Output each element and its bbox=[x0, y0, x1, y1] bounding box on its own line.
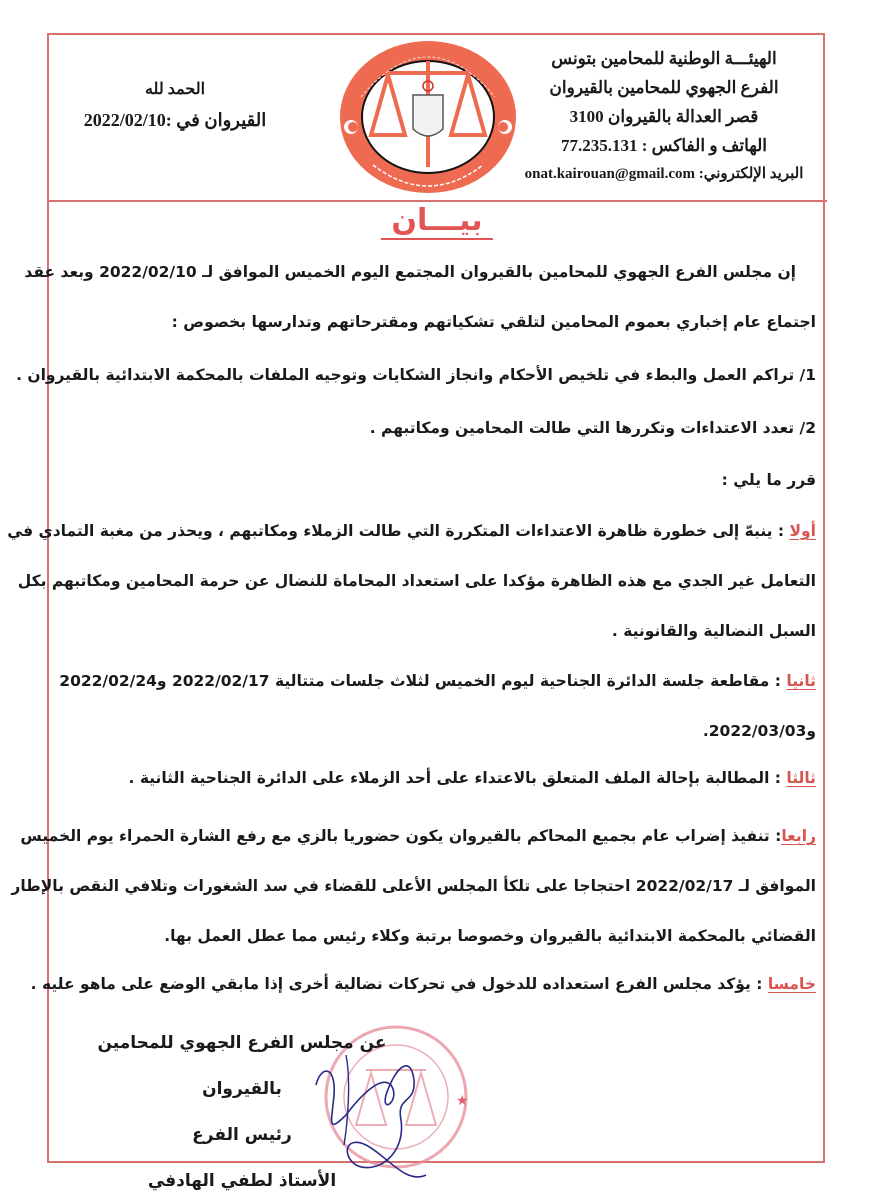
decision-label: ثالثا bbox=[786, 769, 816, 787]
issue-item: 2/ تعدد الاعتداءات وتكررها التي طالت المحامين ومكاتبهم . bbox=[369, 419, 816, 437]
svg-text:★: ★ bbox=[456, 1093, 469, 1109]
place-date: القيروان في :2022/02/10 bbox=[83, 110, 267, 130]
decision-intro: قرر ما يلي : bbox=[721, 471, 816, 489]
decision-4: رابعا: تنفيذ إضراب عام بجميع المحاكم بالقيروان يكون حضوريا بالزي مع رفع الشارة الحمراء يوم الخميس الموافق لـ 2022/02/17 احتجاجا على تلكأ المجلس الأعلى للقضاء في سد الشغورات وتلافي النقص بالإطار القضائي بالمحكمة الابتدائية بالقيروان وخصوصا برتبة وكلاء رئيس مما عطل العمل بها. bbox=[11, 827, 816, 945]
bar-association-logo bbox=[333, 37, 523, 197]
header-divider bbox=[47, 200, 827, 202]
document-title: بيـــان bbox=[0, 203, 874, 238]
intro-paragraph bbox=[24, 247, 816, 347]
signer-role: رئيس الفرع bbox=[192, 1125, 292, 1145]
decision-1: أولا : ينبهّ إلى خطورة ظاهرة الاعتداءات المتكررة التي طالت الزملاء ومكاتبهم ، ويحذر من مغبة التمادي في التعامل غير الجدي مع هذه الظاهرة مؤكدا على استعداد المحاماة للنضال عن حرمة المحامين ومكاتبهم بكل السبل النضالية والقانونية . bbox=[7, 522, 816, 640]
date-block bbox=[80, 75, 270, 135]
tunisia-coat-of-arms-icon bbox=[413, 95, 443, 136]
decision-label: أولا bbox=[789, 522, 816, 540]
decision-label: خامسا bbox=[767, 975, 816, 993]
organization-header bbox=[514, 44, 814, 189]
decision-label: رابعا bbox=[781, 827, 816, 845]
decision-label: ثانيا bbox=[786, 672, 816, 690]
intro-line: إن مجلس الفرع الجهوي للمحامين بالقيروان المجتمع اليوم الخميس الموافق لـ 2022/02/10 وبعد عقد bbox=[24, 263, 796, 281]
on-behalf-line: عن مجلس الفرع الجهوي للمحامين بالقيروان bbox=[97, 1033, 387, 1099]
issues-list bbox=[16, 350, 816, 453]
decision-2: ثانيا : مقاطعة جلسة الدائرة الجناحية ليوم الخميس لثلاث جلسات متتالية 2022/02/17 و2022/02/24 و2022/03/03. bbox=[59, 672, 816, 740]
intro-line: اجتماع عام إخباري بعموم المحامين لتلقي تشكياتهم ومقترحاتهم وتدارسها بخصوص : bbox=[171, 313, 816, 331]
decision-5: خامسا : يؤكد مجلس الفرع استعداده للدخول في تحركات نضالية أخرى إذا مابقي الوضع على ماهو عليه . bbox=[30, 975, 816, 993]
signer-name: الأستاذ لطفي الهادفي bbox=[147, 1171, 337, 1191]
signature-block bbox=[62, 1020, 422, 1204]
org-name: الهيئـــة الوطنية للمحامين بتونس bbox=[551, 49, 777, 68]
praise-text: الحمد لله bbox=[144, 81, 206, 98]
address: قصر العدالة بالقيروان 3100 bbox=[569, 107, 759, 126]
branch-name: الفرع الجهوي للمحامين بالقيروان bbox=[549, 78, 779, 97]
issue-item: 1/ تراكم العمل والبطء في تلخيص الأحكام وانجاز الشكايات وتوجيه الملفات بالمحكمة الابتدائية بالقيروان . bbox=[16, 366, 816, 384]
phone-fax: الهاتف و الفاكس : 77.235.131 bbox=[560, 136, 768, 155]
email: البريد الإلكتروني: onat.kairouan@gmail.com bbox=[524, 166, 804, 182]
decision-3: ثالثا : المطالبة بإحالة الملف المتعلق بالاعتداء على أحد الزملاء على الدائرة الجناحية الثانية . bbox=[128, 769, 816, 787]
